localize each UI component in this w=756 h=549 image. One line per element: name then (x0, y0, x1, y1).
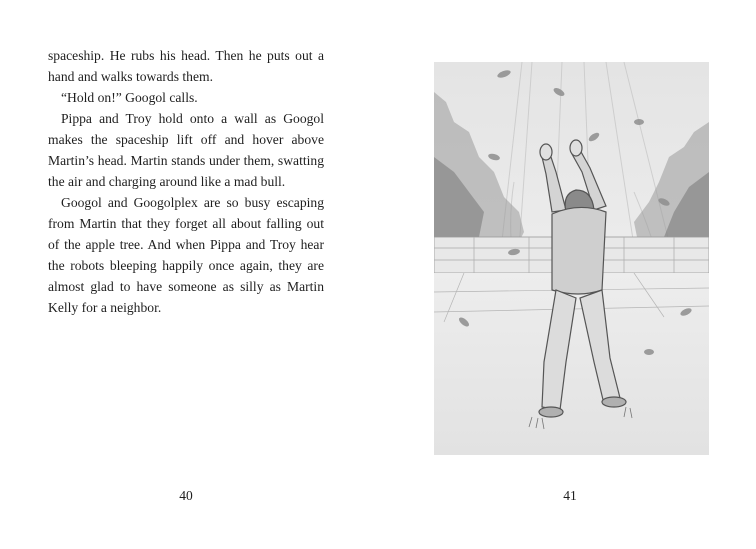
page-number-right: 41 (563, 488, 577, 503)
paragraph-2: “Hold on!” Googol calls. (61, 90, 198, 105)
body-text (48, 45, 324, 318)
paragraph-1: spaceship. He rubs his head. Then he puts out a hand and walks towards them. (48, 48, 324, 84)
right-page (378, 0, 756, 549)
pencil-sketch-illustration (434, 62, 709, 455)
paragraph-3: Pippa and Troy hold onto a wall as Googol makes the spaceship lift off and hover above Martin’s head. Martin stands under them, swatting the air and charging around like a mad bull. (48, 111, 324, 189)
paragraph-4: Googol and Googolplex are so busy escaping from Martin that they forget all about falling out of the apple tree. And when Pippa and Troy hear the robots bleeping happily once again, they are almost glad to have someone as silly as Martin Kelly for a neighbor. (48, 195, 324, 315)
page-number-left: 40 (179, 488, 193, 503)
